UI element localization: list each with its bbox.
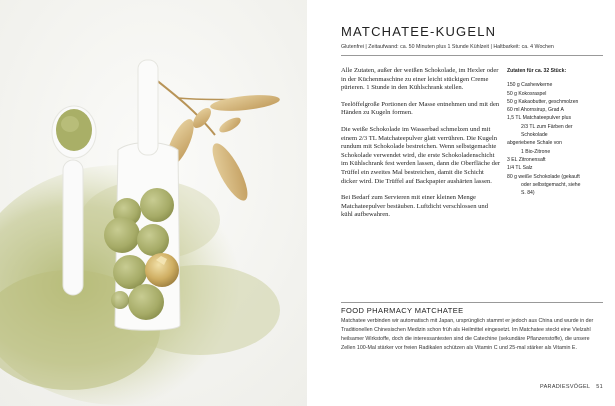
ingredient-item: 1,5 TL Matchateepulver plus bbox=[507, 115, 571, 122]
page-number: 51 bbox=[596, 384, 603, 390]
ingredients-heading: Zutaten für ca. 32 Stück: bbox=[507, 68, 567, 74]
recipe-steps bbox=[341, 67, 501, 228]
ingredient-item: S. 84) bbox=[521, 190, 535, 197]
ingredient-item: Schokolade bbox=[521, 132, 548, 139]
ingredients-list bbox=[507, 67, 603, 197]
recipe-step: Die weiße Schokolade im Wasserbad schmelzen und mit einem 2/3 TL Matchateepulver glatt verrühren. Die Kugeln rundum mit Schokolade bestreichen. Wenn selbstgemachte Schokolade verwendet wird, die erste Schokoladenschicht im Kühlschrank fest werden lassen, dann die Oberfläche der Trüffel ein zweites Mal bestreichen, damit die Schicht dicker wird. Die Trüffel auf Backpapier aushärten lassen. bbox=[341, 125, 501, 185]
ingredient-item: 80 g weiße Schokolade (gekauft bbox=[507, 173, 580, 180]
recipe-step: Alle Zutaten, außer der weißen Schokolade, im Hexler oder in der Küchenmaschine zu einer leicht stückigen Creme pürieren. 1 Stunde in den Kühlschrank stellen. bbox=[341, 67, 499, 92]
title-divider bbox=[341, 55, 603, 56]
section-name: PARADIESVÖGEL bbox=[540, 384, 591, 390]
recipe-meta: Glutenfrei | Zeitaufwand: ca. 50 Minuten plus 1 Stunde Kühlzeit | Haltbarkeit: ca. 4 Wochen bbox=[341, 44, 554, 50]
ingredient-item: 1/4 TL Salz bbox=[507, 165, 533, 172]
ingredient-item: 150 g Cashewkerne bbox=[507, 82, 553, 89]
ingredient-item: 2/3 TL zum Färben der bbox=[521, 123, 573, 130]
ingredient-item: abgeriebene Schale von bbox=[507, 140, 562, 147]
info-box-text: Matchatee verbinden wir automatisch mit Japan, ursprünglich stammt er jedoch aus China und wurde in der Traditionellen Chinesischen Medizin schon früh als Heilmittel eingesetzt. Im Matchatee steckt eine Vielzahl heilsamer Wirkstoffe, doch die interessantesten sind die Catechine (sekundäre Pflanzenstoffe), die unsere Zellen 100-Mal stärker vor freien Radikalen schützen als Vitamin C und 25-mal stärker als Vitamin E. bbox=[341, 318, 594, 351]
ingredient-item: 1 Bio-Zitrone bbox=[521, 148, 551, 155]
matcha-balls-photo bbox=[0, 0, 307, 406]
info-box-title: FOOD PHARMACY MATCHATEE bbox=[341, 306, 464, 315]
recipe-title: MATCHATEE-KUGELN bbox=[341, 24, 497, 39]
recipe-step: Teelöffelgroße Portionen der Masse entnehmen und mit den Händen zu Kugeln formen. bbox=[341, 100, 500, 117]
ingredient-item: 3 EL Zitronensaft bbox=[507, 156, 546, 163]
recipe-step: Bei Bedarf zum Servieren mit einer kleinen Menge Matchateepulver bestäuben. Luftdicht verschlossen und kühl aufbewahren. bbox=[341, 194, 489, 219]
ingredient-item: 50 g Kokosraspel bbox=[507, 90, 547, 97]
page-footer bbox=[507, 384, 603, 390]
ingredient-item: oder selbstgemacht, siehe bbox=[521, 181, 581, 188]
ingredient-item: 60 ml Ahornsirup, Grad A bbox=[507, 107, 564, 114]
ingredient-item: 50 g Kakaobutter, geschmolzen bbox=[507, 98, 579, 105]
recipe-page bbox=[307, 0, 615, 406]
info-box-divider bbox=[341, 302, 603, 303]
